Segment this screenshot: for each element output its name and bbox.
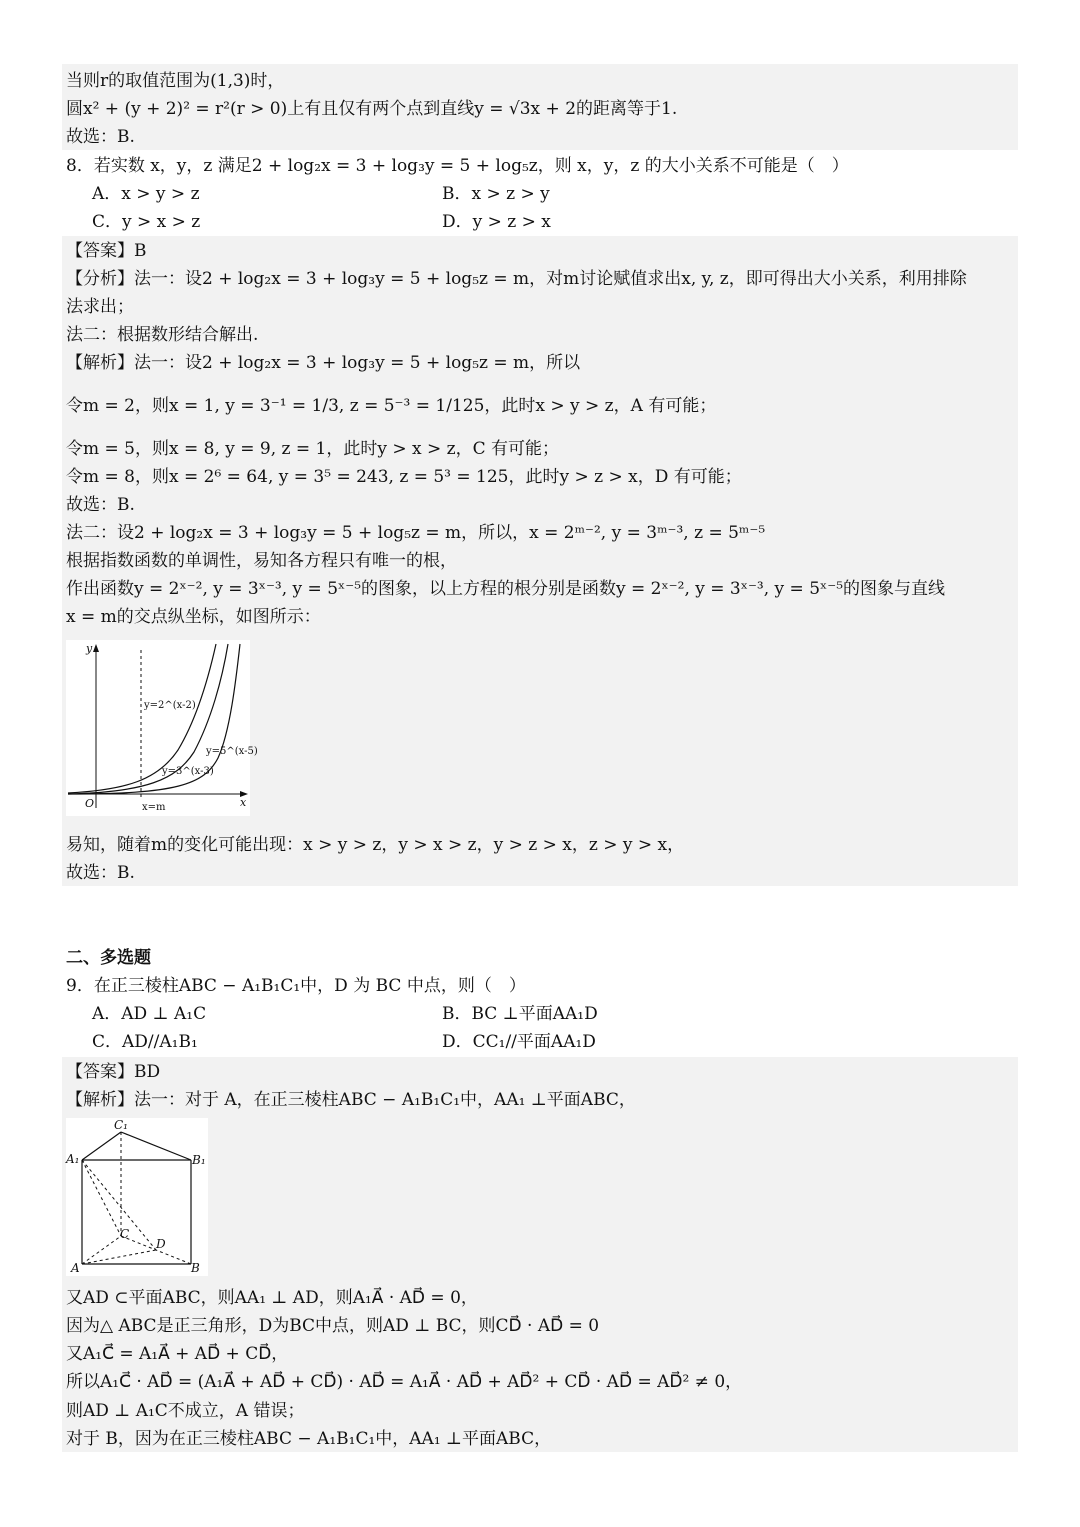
curve-5-power: [68, 644, 240, 794]
q8-solution: 令m = 8，则x = 2⁶ = 64, y = 3⁵ = 243, z = 5³ = 125，此时y > z > x，D 有可能；: [66, 467, 742, 487]
curve-label-2: y=2^(x-2): [144, 700, 196, 711]
q8-analysis: 【分析】法一：设2 + log₂x = 3 + log₃y = 5 + log₅z = m，对m讨论赋值求出x, y, z，即可得出大小关系，利用排除: [66, 269, 967, 289]
segment-a1-c: [82, 1160, 121, 1236]
q8-solution: 故选：B.: [66, 863, 135, 883]
q8-analysis: 法二：根据数形结合解出.: [66, 325, 259, 345]
text-line: 当则r的取值范围为(1,3)时，: [66, 71, 285, 91]
label-b1: B₁: [192, 1153, 206, 1167]
q8-option-d: D．y > z > x: [442, 212, 551, 232]
label-a1: A₁: [66, 1152, 80, 1166]
label-d: D: [156, 1237, 166, 1251]
q9-solution: 又AD ⊂平面ABC，则AA₁ ⊥ AD，则A₁A⃗ · AD⃗ = 0，: [66, 1288, 478, 1308]
edge-c1-b1: [121, 1132, 191, 1160]
q8-solution: 根据指数函数的单调性，易知各方程只有唯一的根，: [66, 551, 457, 571]
q8-option-b: B．x > z > y: [442, 184, 550, 204]
question-9-stem: 9．在正三棱柱ABC − A₁B₁C₁中，D 为 BC 中点，则（ ）: [66, 976, 526, 996]
y-axis-label: y: [86, 642, 93, 655]
q9-option-b: B．BC ⊥平面AA₁D: [442, 1004, 598, 1024]
edge-a1-c1: [82, 1132, 121, 1160]
y-axis-arrow-icon: [93, 644, 99, 652]
curve-label-5: y=5^(x-5): [206, 746, 258, 757]
edge-a-c: [82, 1236, 121, 1264]
segment-a-d: [82, 1250, 156, 1264]
origin-label: O: [85, 797, 95, 810]
q8-solution: 作出函数y = 2ˣ⁻², y = 3ˣ⁻³, y = 5ˣ⁻⁵的图象，以上方程的根分别是函数y = 2ˣ⁻², y = 3ˣ⁻³, y = 5ˣ⁻⁵的图象与直线: [66, 579, 946, 599]
q9-solution: 又A₁C⃗ = A₁A⃗ + AD⃗ + CD⃗，: [66, 1344, 289, 1364]
q9-solution: 则AD ⊥ A₁C不成立，A 错误；: [66, 1401, 305, 1421]
q9-solution: 所以A₁C⃗ · AD⃗ = (A₁A⃗ + AD⃗ + CD⃗) · AD⃗ = A₁A⃗ · AD⃗ + AD⃗² + CD⃗ · AD⃗ = AD⃗² ≠ 0，: [66, 1372, 743, 1392]
q8-option-a: A．x > y > z: [92, 184, 200, 204]
curve-label-3: y=3^(x-3): [162, 766, 214, 777]
q8-solution: 故选：B.: [66, 495, 135, 515]
q9-answer: 【答案】BD: [66, 1062, 161, 1082]
exponential-graph-figure: [66, 640, 258, 816]
q9-solution: 【解析】法一：对于 A，在正三棱柱ABC − A₁B₁C₁中，AA₁ ⊥平面ABC，: [66, 1090, 636, 1110]
exponential-graph-svg: [66, 640, 258, 816]
q8-solution: 【解析】法一：设2 + log₂x = 3 + log₃y = 5 + log₅z = m，所以: [66, 353, 581, 373]
label-c1: C₁: [114, 1118, 128, 1132]
label-c: C: [120, 1227, 130, 1241]
q8-answer: 【答案】B: [66, 241, 147, 261]
x-axis-label: x: [240, 796, 247, 809]
q9-option-c: C．AD//A₁B₁: [92, 1032, 198, 1052]
prism-svg: [66, 1118, 208, 1276]
q9-solution: 因为△ ABC是正三角形，D为BC中点，则AD ⊥ BC，则CD⃗ · AD⃗ = 0: [66, 1316, 600, 1336]
q9-option-d: D．CC₁//平面AA₁D: [442, 1032, 596, 1052]
q8-solution: 令m = 5，则x = 8, y = 9, z = 1，此时y > x > z，C 有可能；: [66, 439, 560, 459]
q8-solution: 法二：设2 + log₂x = 3 + log₃y = 5 + log₅z = m，所以，x = 2ᵐ⁻², y = 3ᵐ⁻³, z = 5ᵐ⁻⁵: [66, 523, 766, 543]
vline-label: x=m: [142, 802, 166, 813]
label-b: B: [191, 1261, 200, 1275]
q8-solution: 易知，随着m的变化可能出现：x > y > z，y > x > z，y > z > x，z > y > x，: [66, 835, 685, 855]
q9-option-a: A．AD ⊥ A₁C: [92, 1004, 207, 1024]
q8-solution: 令m = 2，则x = 1, y = 3⁻¹ = 1/3, z = 5⁻³ = 1/125，此时x > y > z，A 有可能；: [66, 396, 717, 416]
q8-analysis: 法求出；: [66, 297, 134, 317]
section-heading: 二、多选题: [66, 948, 151, 968]
q8-solution: x = m的交点纵坐标，如图所示：: [66, 607, 321, 627]
question-8-stem: 8．若实数 x，y，z 满足2 + log₂x = 3 + log₃y = 5 + log₅z，则 x，y，z 的大小关系不可能是（ ）: [66, 156, 849, 176]
q8-option-c: C．y > x > z: [92, 212, 201, 232]
q9-solution: 对于 B，因为在正三棱柱ABC − A₁B₁C₁中，AA₁ ⊥平面ABC，: [66, 1429, 552, 1449]
text-line: 故选：B.: [66, 127, 135, 147]
segment-a1-d: [82, 1160, 156, 1250]
label-a: A: [71, 1261, 80, 1275]
text-line: 圆x² + (y + 2)² = r²(r > 0)上有且仅有两个点到直线y = √3x + 2的距离等于1.: [66, 99, 678, 119]
prism-figure: [66, 1118, 208, 1276]
